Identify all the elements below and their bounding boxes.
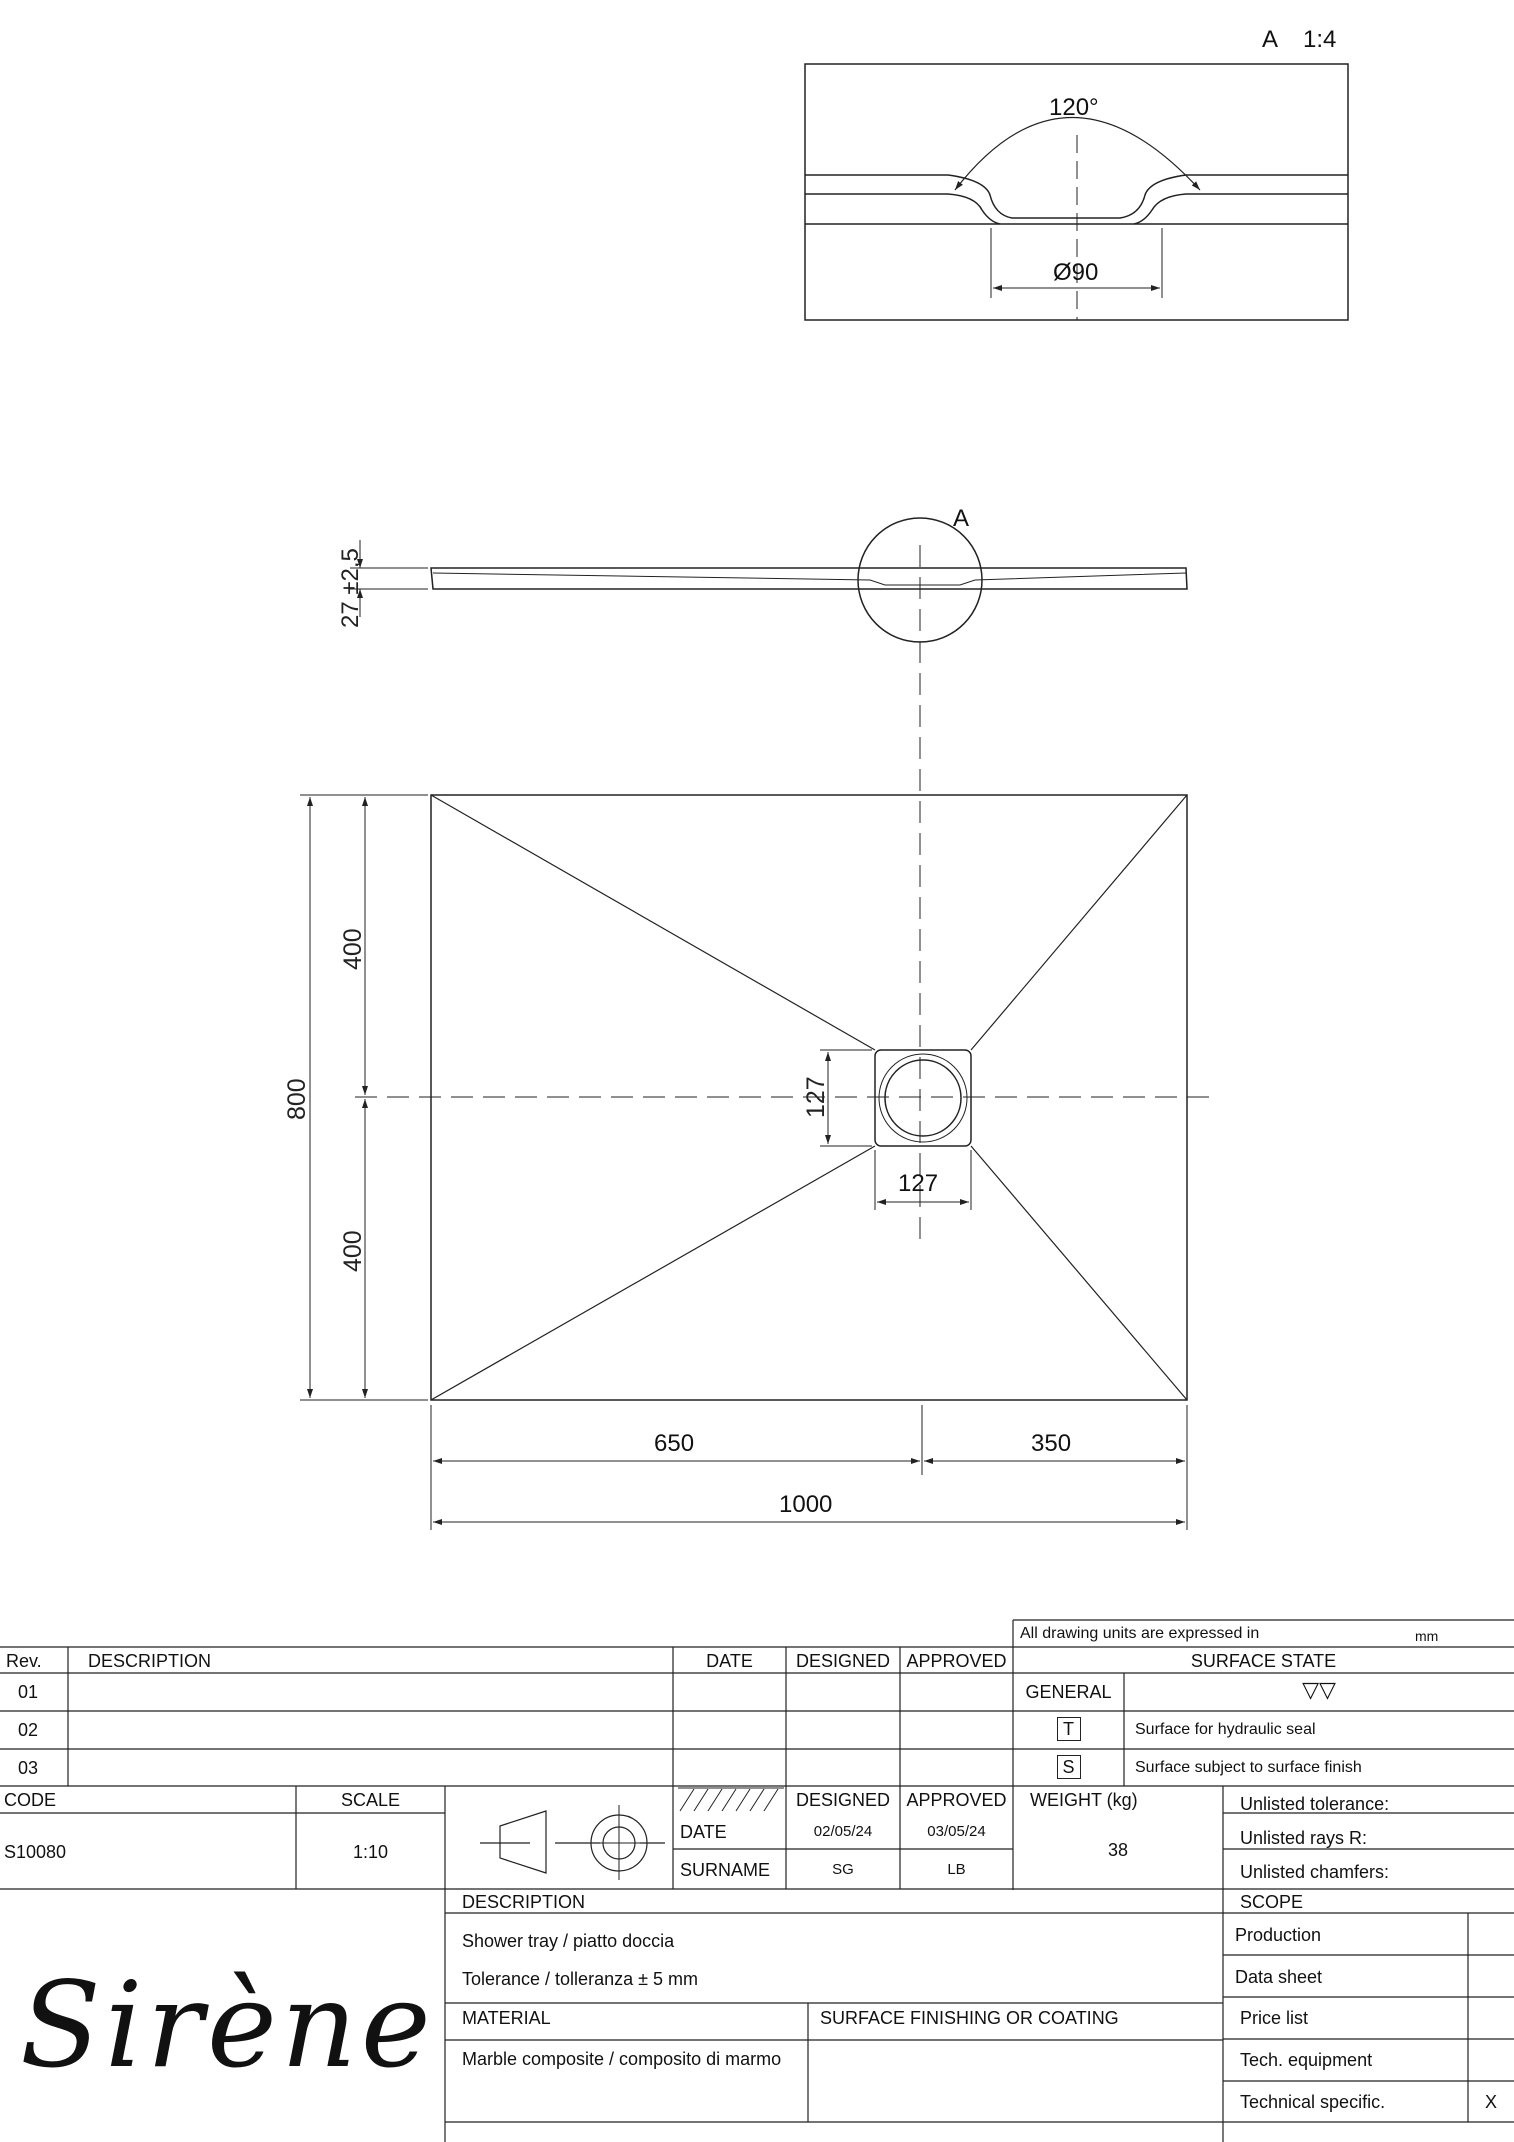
drain-height-dim: 127 (802, 1076, 830, 1118)
approved-date: 03/05/24 (927, 1823, 986, 1840)
surface-general-label: GENERAL (1025, 1682, 1112, 1702)
rev-header: Rev. (6, 1651, 42, 1671)
surface-t-text: Surface for hydraulic seal (1135, 1721, 1316, 1738)
surface-general-symbol: ▽▽ (1302, 1677, 1336, 1702)
surname-label: SURNAME (680, 1860, 771, 1880)
designed-label: DESIGNED (795, 1790, 891, 1810)
units-value: mm (1415, 1628, 1439, 1644)
surface-s-box: S (1057, 1755, 1081, 1779)
scope-technical-specific-mark: X (1484, 2092, 1497, 2112)
date-label: DATE (680, 1822, 727, 1842)
plan-height-lower: 400 (339, 1230, 367, 1272)
drain-width-dim: 127 (898, 1170, 939, 1197)
surface-s-text: Surface subject to surface finish (1135, 1759, 1362, 1776)
plan-height-total: 800 (283, 1078, 311, 1120)
surface-s-code (1013, 1755, 1124, 1779)
section-angle-dim: 120° (1049, 94, 1099, 121)
units-note: All drawing units are expressed in (1020, 1625, 1260, 1642)
plan-view (300, 795, 1215, 1530)
designed-by: SG (832, 1861, 854, 1878)
rev-approved-header: APPROVED (906, 1651, 1007, 1671)
scale-value: 1:10 (352, 1842, 389, 1862)
detail-callout-label: A (953, 505, 970, 532)
approved-label: APPROVED (906, 1790, 1007, 1810)
designed-date: 02/05/24 (813, 1823, 873, 1840)
revision-row-02: 02 (18, 1720, 39, 1740)
approved-by: LB (947, 1861, 966, 1878)
unlisted-tolerance: Unlisted tolerance: (1240, 1794, 1390, 1814)
rev-description-header: DESCRIPTION (88, 1651, 212, 1671)
profile-thickness-dim: 27 ±2,5 (337, 548, 364, 628)
weight-label: WEIGHT (kg) (1030, 1790, 1138, 1810)
section-scale: 1:4 (1303, 26, 1337, 53)
revision-row-03: 03 (18, 1758, 39, 1778)
plan-width-left: 650 (654, 1430, 695, 1457)
description-line-1: Shower tray / piatto doccia (462, 1931, 675, 1951)
surface-t-code (1013, 1717, 1124, 1741)
weight-value: 38 (1107, 1840, 1129, 1860)
scale-label: SCALE (340, 1790, 401, 1810)
unlisted-rays: Unlisted rays R: (1240, 1828, 1368, 1848)
material-label: MATERIAL (462, 2008, 551, 2028)
description-line-2: Tolerance / tolleranza ± 5 mm (462, 1969, 698, 1989)
plan-width-total: 1000 (779, 1491, 833, 1518)
surface-t-box: T (1057, 1717, 1081, 1741)
scope-data-sheet: Data sheet (1235, 1967, 1323, 1987)
plan-height-upper: 400 (339, 928, 367, 970)
scope-tech-equipment: Tech. equipment (1240, 2050, 1373, 2070)
surface-state-title: SURFACE STATE (1190, 1651, 1337, 1671)
code-label: CODE (4, 1790, 57, 1810)
description-label: DESCRIPTION (462, 1892, 586, 1912)
revision-row-01: 01 (18, 1682, 39, 1702)
material-value: Marble composite / composito di marmo (462, 2049, 782, 2069)
section-label: A (1262, 26, 1279, 53)
plan-width-right: 350 (1031, 1430, 1072, 1457)
profile-view (350, 518, 1187, 1240)
scope-price-list: Price list (1240, 2008, 1309, 2028)
scope-label: SCOPE (1240, 1892, 1304, 1912)
rev-date-header: DATE (706, 1651, 753, 1671)
brand-logo: Sirène (20, 1956, 435, 2094)
scope-production: Production (1235, 1925, 1322, 1945)
finishing-label: SURFACE FINISHING OR COATING (820, 2008, 1119, 2028)
unlisted-chamfers: Unlisted chamfers: (1240, 1862, 1390, 1882)
section-diameter-dim: Ø90 (1053, 259, 1099, 286)
scope-technical-specific: Technical specific. (1240, 2092, 1386, 2112)
code-value: S10080 (4, 1842, 67, 1862)
rev-designed-header: DESIGNED (795, 1651, 891, 1671)
projection-symbol-icon (480, 1805, 665, 1880)
